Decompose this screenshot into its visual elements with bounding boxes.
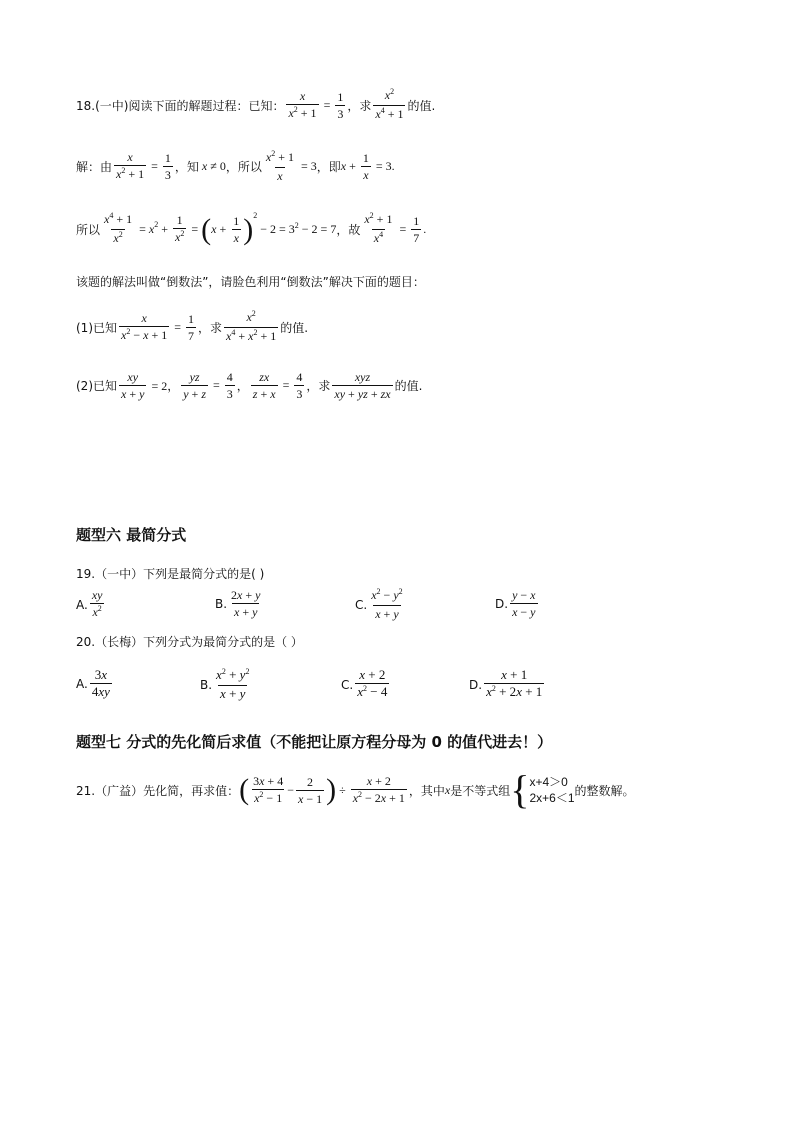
- fraction: $\frac{1}{7}$: [188, 312, 194, 343]
- q18-derivation-line: 所以 $\frac{x^4 + 1}{x^2}$ = x 2 + $\frac{1}{x^2}$ = ( x + $\frac{1}{x}$ ) 2 − $2 = 3^2 - 2 = 7$ ，故 $\frac{x^2 + 1}{x^4}$ = $\frac{1}{7}$ .: [76, 211, 427, 246]
- q20-option-b[interactable]: B. $\frac{x^2 + y^2}{x + y}$: [200, 667, 250, 701]
- fraction: $\frac{x^2 + y^2}{x + y}$: [216, 667, 250, 701]
- fraction: $\frac{x^2 + 1}{x^4}$: [364, 211, 393, 245]
- fraction: $\frac{3x}{4xy}$: [91, 667, 110, 699]
- fraction: $\frac{4}{3}$: [226, 370, 233, 401]
- fraction: $\frac{x^2 + 1}{x}$: [265, 149, 294, 183]
- q20-option-a[interactable]: A. $\frac{3x}{4xy}$: [76, 667, 110, 699]
- q19-option-b[interactable]: B. $\frac{2x + y}{x + y}$: [215, 588, 261, 619]
- fraction: $\frac{\text{xyz}}{xy + yz + zx}$: [334, 370, 391, 401]
- fraction: $\frac{x^2 - y^2}{x + y}$: [371, 587, 403, 621]
- fraction: $\frac{x + 1}{x^2 + 2x + 1}$: [486, 667, 543, 699]
- fraction: $\frac{x}{x^2 + 1}$: [116, 150, 145, 181]
- fraction: $\frac{x^2}{x^4 + 1}$: [375, 87, 404, 121]
- fraction: $\frac{x^2}{x^4 + x^2 + 1}$: [226, 309, 277, 343]
- fraction: $\frac{1}{3}$: [337, 90, 344, 121]
- fraction: $\frac{1}{x}$: [233, 214, 240, 245]
- brace: {: [510, 767, 530, 812]
- fraction: $\frac{x}{x^2 + 1}$: [288, 89, 317, 120]
- section-heading-7: 题型七 分式的先化简后求值（不能把让原方程分母为 0 的值代进去！）: [76, 733, 553, 751]
- fraction: $\frac{y - x}{x - y}$: [512, 588, 536, 619]
- fraction: $\frac{x}{x^2 - x + 1}$: [121, 311, 168, 342]
- q19-option-a[interactable]: A. $\frac{xy}{x^2}$: [76, 588, 103, 619]
- fraction: $\frac{1}{7}$: [413, 214, 420, 245]
- fraction: $\frac{x^4 + 1}{x^2}$: [104, 211, 133, 245]
- fraction: $\frac{xy}{x^2}$: [91, 588, 103, 619]
- fraction: $\frac{1}{x^2}$: [175, 213, 185, 244]
- q19-option-d[interactable]: D. $\frac{y - x}{x - y}$: [495, 588, 536, 619]
- q18-intro: 18.(一中)阅读下面的解题过程：已知：: [76, 99, 285, 113]
- fraction: $\frac{x + 2}{x^2 - 4}$: [357, 667, 388, 699]
- q19-option-c[interactable]: C. $\frac{x^2 - y^2}{x + y}$: [355, 587, 403, 621]
- q21-line: 21.（广益）先化简，再求值： ( $\frac{3x + 4}{x^2 - 1}$ − $\frac{2}{x - 1}$ ) ÷ $\frac{x + 2}{x^2 - 2x + 1}$ ，其中 x 是不等式组 { x+4＞0 2x+6＜1 的整数解。: [76, 767, 635, 812]
- fraction: $\frac{3x + 4}{x^2 - 1}$: [253, 773, 284, 805]
- q18-method-text: 该题的解法叫做“倒数法”，请脸色利用“倒数法”解决下面的题目：: [76, 275, 425, 289]
- q18-part1: (1)已知 $\frac{x}{x^2 - x + 1}$ = $\frac{1}{7}$ ，求 $\frac{x^2}{x^4 + x^2 + 1}$ 的值.: [76, 309, 309, 343]
- q18-line1: 18.(一中)阅读下面的解题过程：已知： $\frac{x}{x^2 + 1}$ = $\frac{1}{3}$ ，求 $\frac{x^2}{x^4 + 1}$ 的值.: [76, 87, 436, 121]
- fraction: $\frac{4}{3}$: [296, 370, 303, 401]
- q20-option-c[interactable]: C. $\frac{x + 2}{x^2 - 4}$: [341, 667, 388, 699]
- fraction: $\frac{2x + y}{x + y}$: [231, 588, 261, 619]
- q18-solution-line: 解：由 $\frac{x}{x^2 + 1}$ = $\frac{1}{3}$ ，知 x ≠ 0 ，所以 $\frac{x^2 + 1}{x}$ = 3 ，即 x + $\frac{1}{x}$ = 3.: [76, 149, 395, 183]
- inequality-system: x+4＞0 2x+6＜1: [529, 775, 575, 805]
- q19-stem: 19.（一中）下列是最简分式的是( ): [76, 567, 265, 581]
- section-heading-6: 题型六 最简分式: [76, 526, 187, 544]
- fraction: $\frac{yz}{y + z}$: [183, 370, 206, 401]
- fraction: $\frac{zx}{z + x}$: [252, 370, 276, 401]
- fraction: $\frac{xy}{x + y}$: [121, 370, 145, 401]
- fraction: $\frac{1}{3}$: [164, 151, 171, 182]
- q20-option-d[interactable]: D. $\frac{x + 1}{x^2 + 2x + 1}$: [469, 667, 543, 699]
- fraction: $\frac{1}{x}$: [362, 151, 369, 182]
- fraction: $\frac{2}{x - 1}$: [297, 774, 323, 806]
- fraction: $\frac{x + 2}{x^2 - 2x + 1}$: [352, 773, 405, 805]
- q18-part2: (2)已知 $\frac{xy}{x + y}$ = 2， $\frac{yz}{y + z}$ = $\frac{4}{3}$ ， $\frac{zx}{z + x}$ = $\frac{4}{3}$ ，求 $\frac{\text{xyz}}{xy + yz + zx}$ 的值.: [76, 370, 423, 401]
- q20-stem: 20.（长梅）下列分式为最简分式的是（ ）: [76, 635, 303, 649]
